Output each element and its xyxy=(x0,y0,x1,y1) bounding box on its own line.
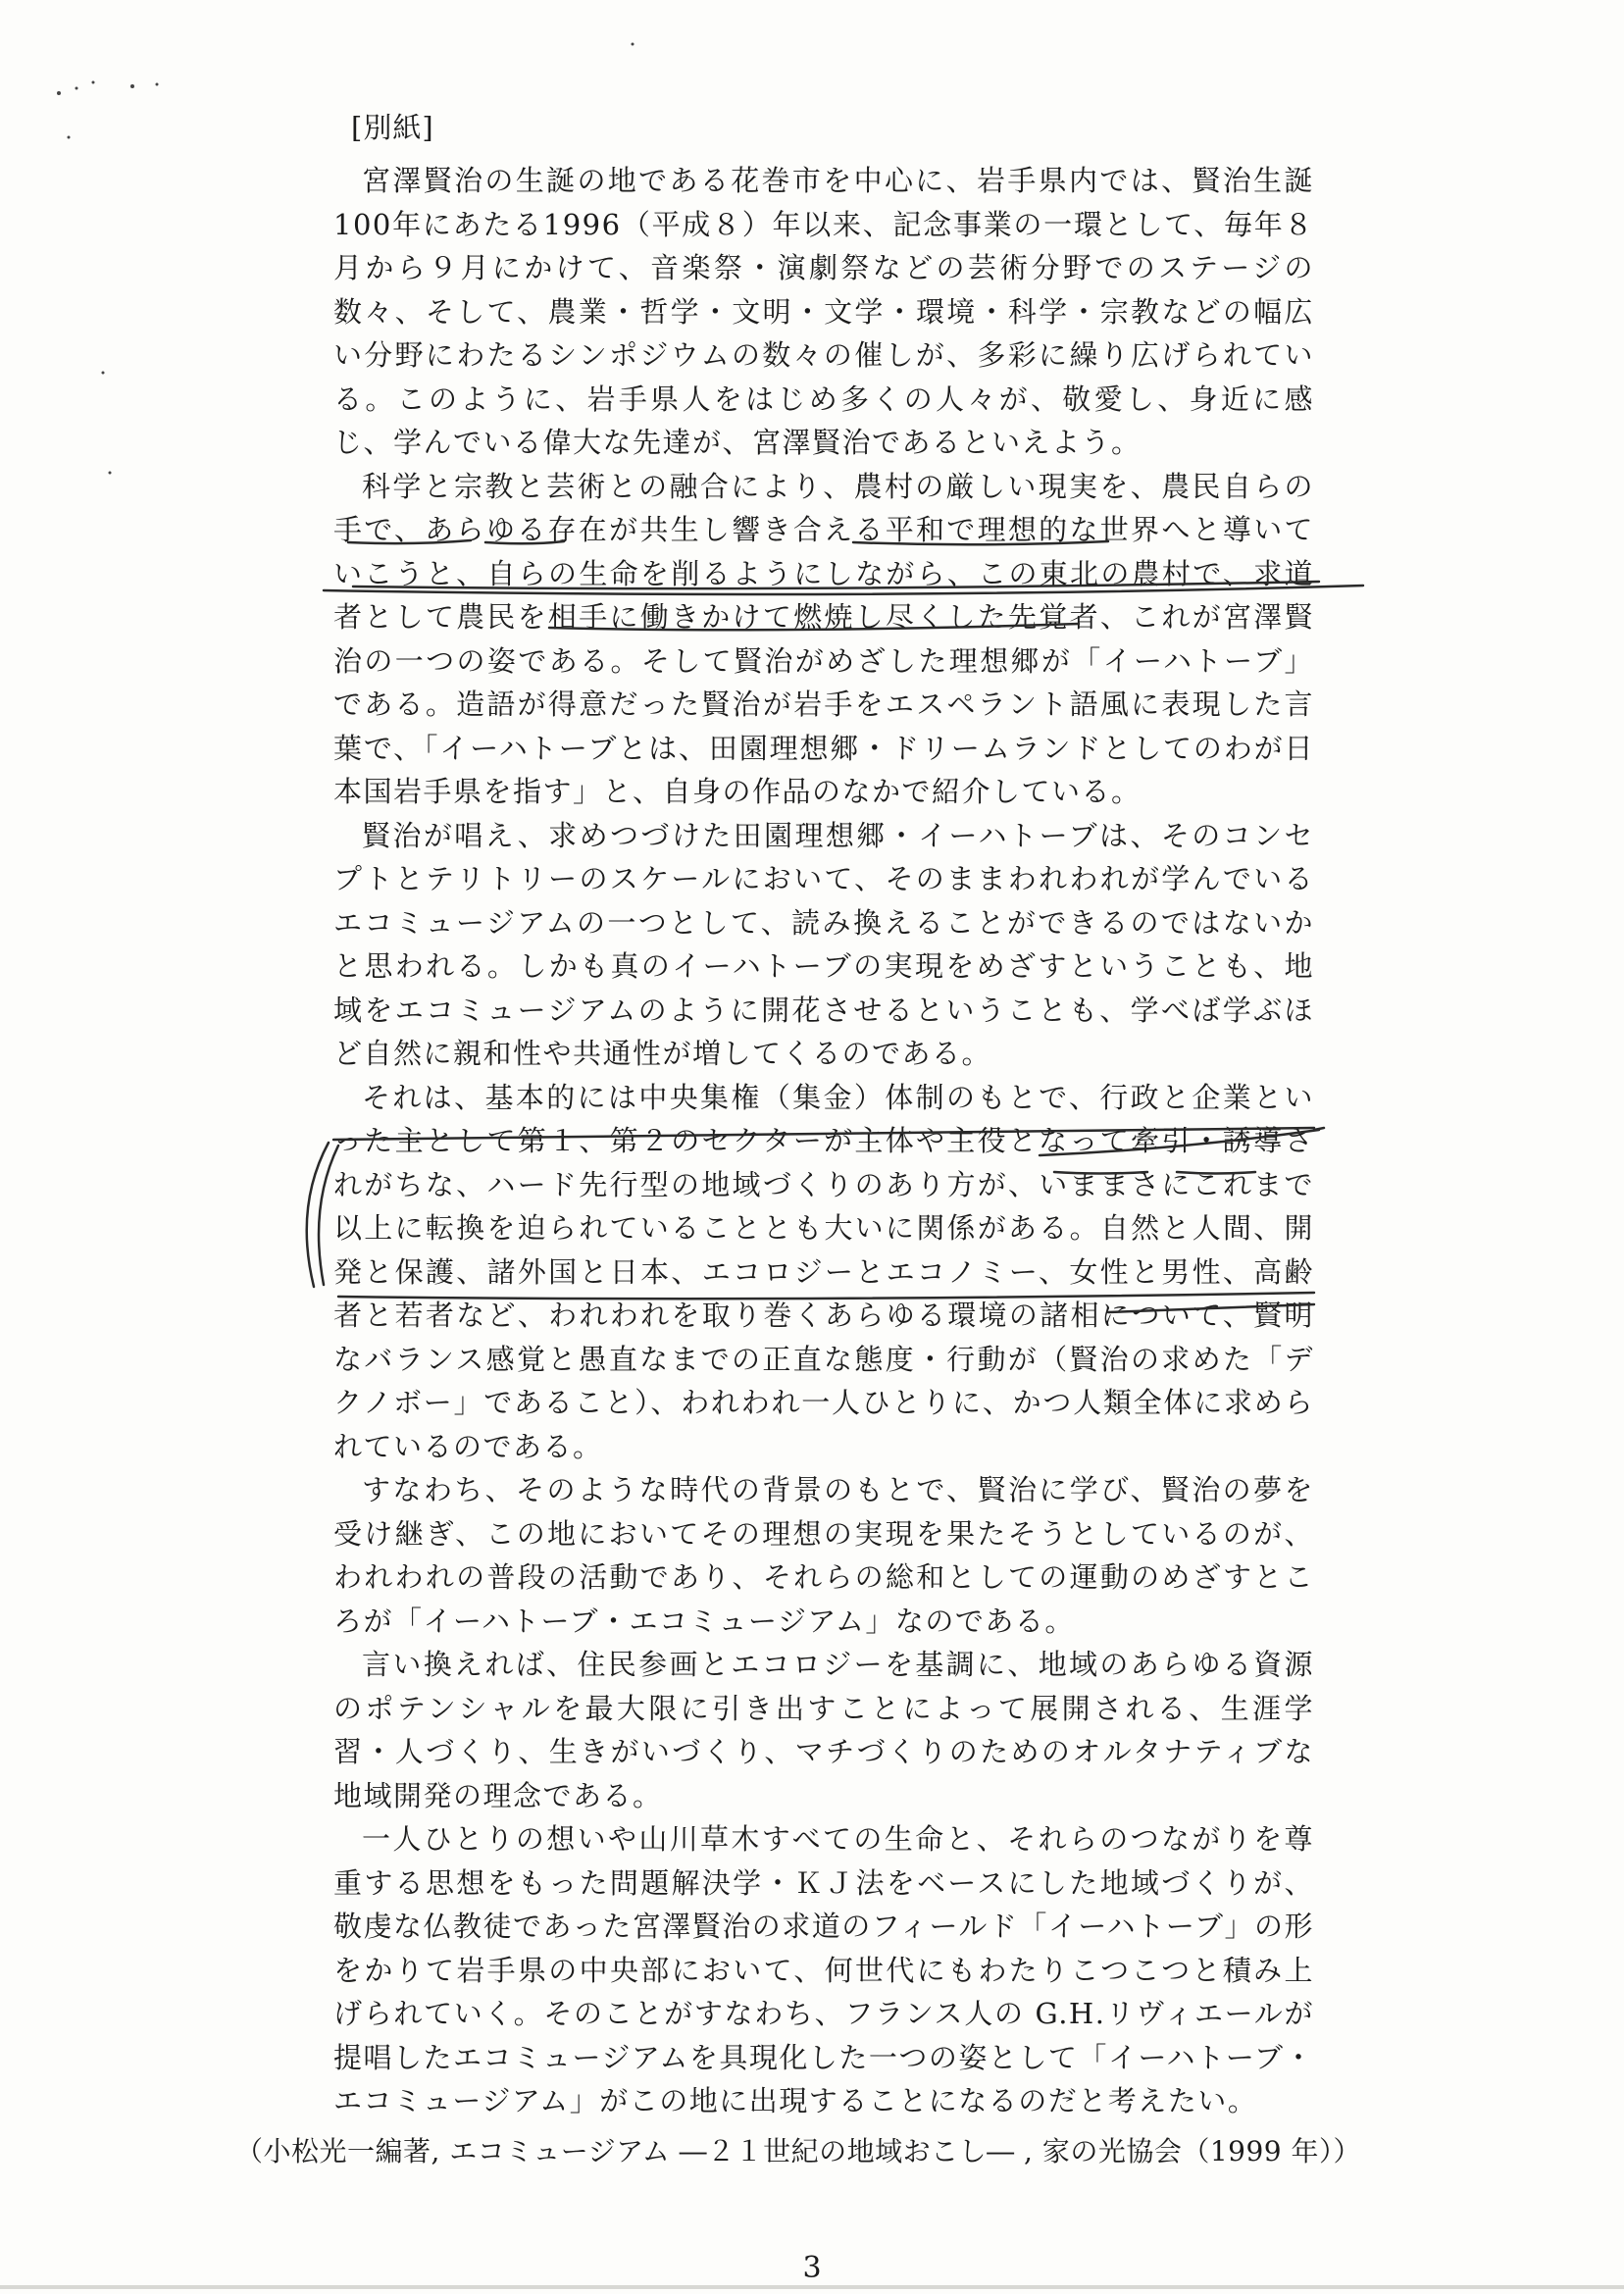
paragraph-4: それは、基本的には中央集権（集金）体制のもとで、行政と企業といった主として第１、第２のセクターが主体や主役となって牽引・誘導されがちな、ハード先行型の地域づくりのあり方が、いままさにこれまで以上に転換を迫られていることとも大いに関係がある。自然と人間、開発と保護、諸外国と日本、エコロジーとエコノミー、女性と男性、高齢者と若者など、われわれを取り巻くあらゆる環境の諸相について、賢明なバランス感覚と愚直なまでの正直な態度・行動が（賢治の求めた「デクノボー」であること）、われわれ一人ひとりに、かつ人類全体に求められているのである。 xyxy=(333,1080,1314,1463)
speck-mark xyxy=(130,84,134,88)
paragraph-3: 賢治が唱え、求めつづけた田園理想郷・イーハトーブは、そのコンセプトとテリトリーのスケールにおいて、そのままわれわれが学んでいるエコミュージアムの一つとして、読み換えることができるのではないかと思われる。しかも真のイーハトーブの実現をめざすということも、地域をエコミュージアムのように開花させるということも、学べば学ぶほど自然に親和性や共通性が増してくるのである。 xyxy=(333,818,1314,1070)
body-text xyxy=(333,159,1314,2123)
margin-mark xyxy=(1314,1128,1324,1130)
paragraph-1: 宮澤賢治の生誕の地である花巻市を中心に、岩手県内では、賢治生誕100年にあたる1996（平成８）年以来、記念事業の一環として、毎年８月から９月にかけて、音楽祭・演劇祭などの芸術分野でのステージの数々、そして、農業・哲学・文明・文学・環境・科学・宗教などの幅広い分野にわたるシンポジウムの数々の催しが、多彩に繰り広げられている。このように、岩手県人をはじめ多くの人々が、敬愛し、身近に感じ、学んでいる偉大な先達が、宮澤賢治であるといえよう。 xyxy=(333,164,1314,459)
speck-mark xyxy=(57,91,61,95)
speck-mark xyxy=(109,472,112,475)
attachment-label: [別紙] xyxy=(351,111,434,144)
citation: （小松光一編著, エコミュージアム ―２１世紀の地域おこし― , 家の光協会（1999 年）） xyxy=(235,2135,1361,2167)
speck-mark xyxy=(102,372,105,375)
paragraph-7: 一人ひとりの想いや山川草木すべての生命と、それらのつながりを尊重する思想をもった問題解決学・ＫＪ法をベースにした地域づくりが、敬虔な仏教徒であった宮澤賢治の求道のフィールド「イーハトーブ」の形をかりて岩手県の中央部において、何世代にもわたりこつこつと積み上げられていく。そのことがすなわち、フランス人の G.H.リヴィエールが提唱したエコミュージアムを具現化した一つの姿として「イーハトーブ・エコミュージアム」がこの地に出現することになるのだと考えたい。 xyxy=(333,1822,1314,2117)
page-number: 3 xyxy=(802,2251,822,2285)
speck-mark xyxy=(68,136,71,139)
speck-mark xyxy=(76,87,78,90)
paragraph-6: 言い換えれば、住民参画とエコロジーを基調に、地域のあらゆる資源のポテンシャルを最大限に引き出すことによって展開される、生涯学習・人づくり、生きがいづくり、マチづくりのためのオルタナティブな地域開発の理念である。 xyxy=(333,1648,1314,1812)
speck-mark xyxy=(156,83,159,86)
scan-edge xyxy=(0,2285,1624,2289)
speck-mark xyxy=(92,81,95,84)
bracket-stroke xyxy=(307,1143,329,1287)
speck-mark xyxy=(632,43,634,46)
paragraph-5: すなわち、そのような時代の背景のもとで、賢治に学び、賢治の夢を受け継ぎ、この地においてその理想の実現を果たそうとしているのが、われわれの普段の活動であり、それらの総和としての運動のめざすところが「イーハトーブ・エコミュージアム」なのである。 xyxy=(333,1473,1314,1638)
paragraph-2: 科学と宗教と芸術との融合により、農村の厳しい現実を、農民自らの手で、あらゆる存在が共生し響き合える平和で理想的な世界へと導いていこうと、自らの生命を削るようにしながら、この東北の農村で、求道者として農民を相手に働きかけて燃焼し尽くした先覚者、これが宮澤賢治の一つの姿である。そして賢治がめざした理想郷が「イーハトーブ」である。造語が得意だった賢治が岩手をエスペラント語風に表現した言葉で、「イーハトーブとは、田園理想郷・ドリームランドとしてのわが日本国岩手県を指す」と、自身の作品のなかで紹介している。 xyxy=(333,469,1314,808)
